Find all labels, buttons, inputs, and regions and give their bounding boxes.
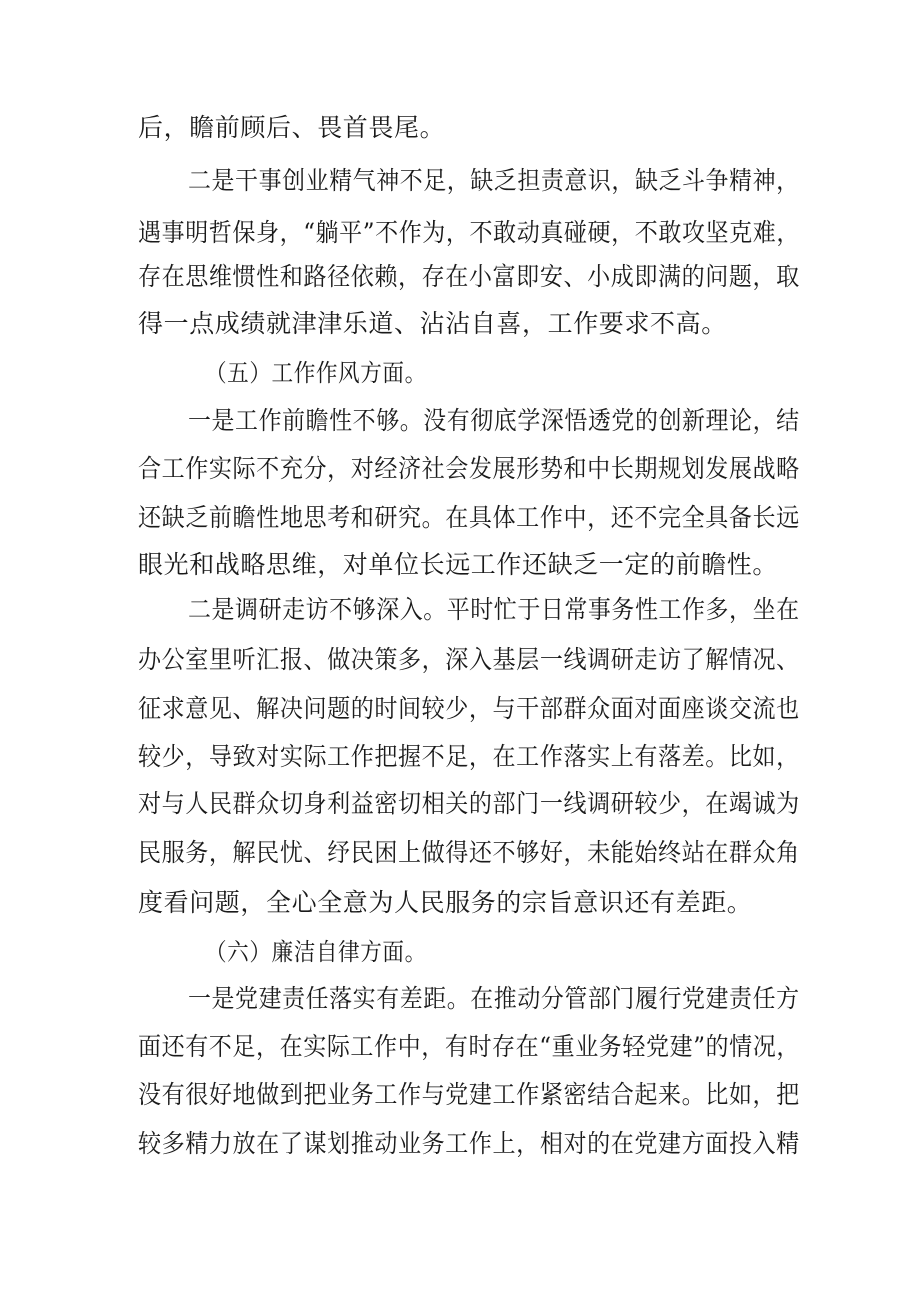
text-line: 较多精力放在了谋划推动业务工作上，相对的在党建方面投入精 [138,1129,800,1158]
text-line: 合工作实际不充分，对经济社会发展形势和中长期规划发展战略 [138,454,800,483]
paragraph-line: 一是工作前瞻性不够。没有彻底学深悟透党的创新理论，结 [188,406,800,435]
text-line: 遇事明哲保身，“躺平”不作为，不敢动真碰硬，不敢攻坚克难， [138,218,800,247]
section-heading: （六）廉洁自律方面。 [205,938,427,966]
text-line: 存在思维惯性和路径依赖，存在小富即安、小成即满的问题，取 [138,262,800,291]
section-heading: （五）工作作风方面。 [205,359,427,387]
text-line: 眼光和战略思维，对单位长远工作还缺乏一定的前瞻性。 [138,550,779,579]
text-line: 办公室里听汇报、做决策多，深入基层一线调研走访了解情况、 [138,645,800,674]
text-line: 得一点成绩就津津乐道、沾沾自喜，工作要求不高。 [138,309,727,338]
text-line: 后，瞻前顾后、畏首畏尾。 [138,113,446,142]
text-line: 没有很好地做到把业务工作与党建工作紧密结合起来。比如，把 [138,1080,800,1109]
paragraph-line: 一是党建责任落实有差距。在推动分管部门履行党建责任方 [188,984,800,1013]
paragraph-line: 二是调研走访不够深入。平时忙于日常事务性工作多，坐在 [188,595,800,624]
text-line: 还缺乏前瞻性地思考和研究。在具体工作中，还不完全具备长远 [138,503,800,532]
text-line: 对与人民群众切身利益密切相关的部门一线调研较少，在竭诚为 [138,789,800,818]
text-line: 征求意见、解决问题的时间较少，与干部群众面对面座谈交流也 [138,694,800,723]
paragraph-line: 二是干事创业精气神不足，缺乏担责意识，缺乏斗争精神， [188,166,800,195]
text-line: 度看问题，全心全意为人民服务的宗旨意识还有差距。 [138,888,753,917]
text-line: 面还有不足，在实际工作中，有时存在“重业务轻党建”的情况， [138,1032,800,1061]
text-line: 较少，导致对实际工作把握不足，在工作落实上有落差。比如， [138,742,800,771]
text-line: 民服务，解民忧、纾民困上做得还不够好，未能始终站在群众角 [138,838,800,867]
